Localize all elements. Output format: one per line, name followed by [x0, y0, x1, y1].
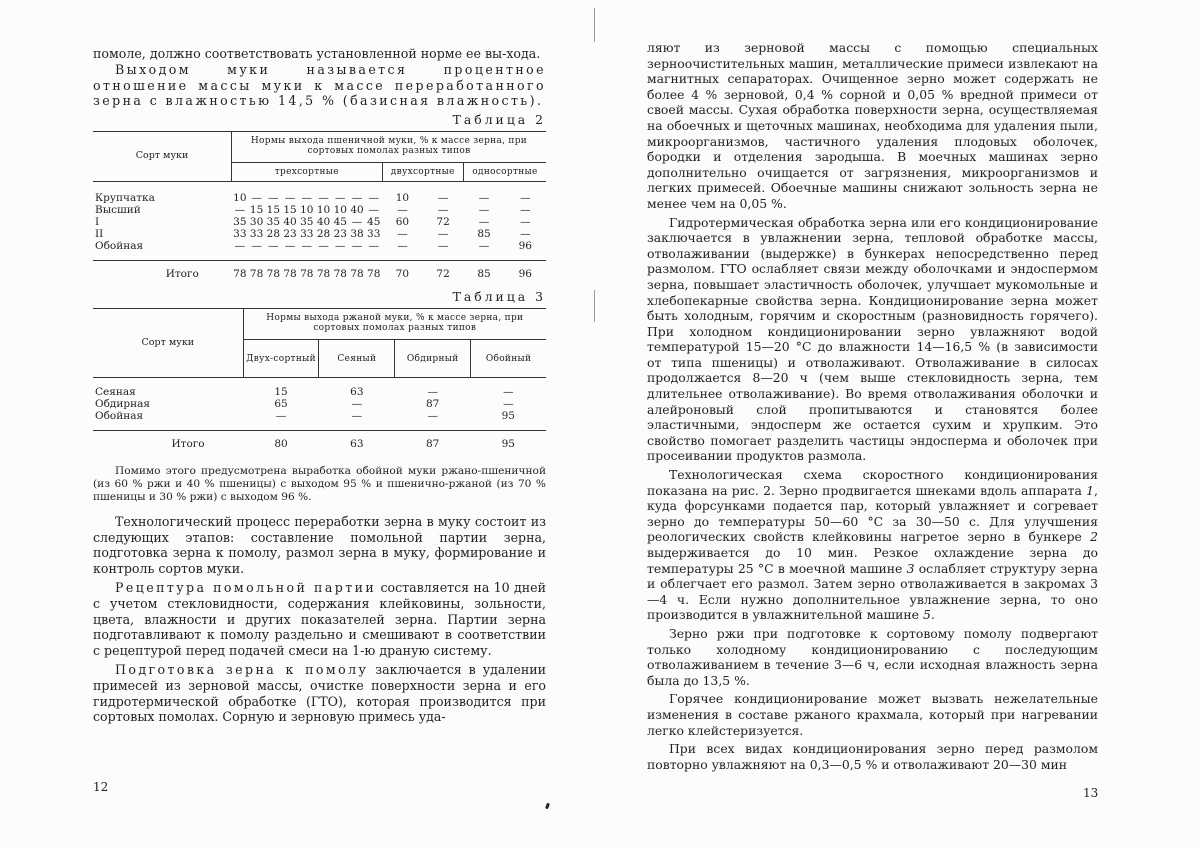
table-cell: 78 [233, 267, 247, 280]
table-cell: 33 [367, 227, 381, 240]
table-cell: 33 [249, 227, 264, 240]
figure-ref: 1 [1086, 482, 1095, 498]
table-header-norms: Нормы выхода пшеничной муки, % к массе зерна, при сортовых помолах разных типов [232, 131, 547, 162]
table-cell: 15 [266, 203, 281, 216]
table-cell: Обойная [95, 410, 144, 423]
table-cell: 40 [316, 215, 331, 228]
table-row [93, 216, 546, 228]
table-cell: II [95, 227, 104, 240]
table-cell: 78 [266, 267, 281, 280]
table-cell: Обойная [95, 239, 144, 252]
table-cell: I [95, 215, 100, 228]
gutter-line [594, 290, 595, 322]
table-cell: 23 [333, 227, 347, 240]
table-cell: — [503, 398, 514, 411]
gutter-line [594, 8, 595, 42]
paragraph: Зерно ржи при подготовке к сортовому помолу подвергают только холодному кондиционированию с последующим отволаживанием в течение 3—6 ч, если исходная влажность зерна была до 13,5 %. [647, 625, 1098, 688]
right-page [647, 40, 1098, 772]
table-cell: — [427, 386, 438, 399]
table-cell: 60 [395, 215, 410, 228]
paragraph-text: заключается в удалении примесей из зерновой массы, очистке поверхности зерна и его гидротермической обработке (ГТО), которая производится при сортовых помолах. Сорную и зерновую примесь уда- [93, 661, 547, 725]
table-row [93, 398, 546, 410]
table-cell: 96 [518, 267, 532, 280]
table-cell: — [251, 239, 262, 252]
table-cell: 78 [300, 267, 314, 280]
paragraph [93, 580, 546, 659]
table-3-caption: Таблица 3 [452, 289, 546, 305]
table-cell: 10 [300, 203, 314, 216]
table-cell: — [397, 227, 408, 240]
table-cell: 72 [436, 267, 450, 280]
table-cell: 35 [233, 215, 247, 228]
paragraph-text: , куда форсунками подается пар, который увлажняет и согревает зерно до температуры 50—60 °С за 30—50 с. Для улучшения реологических свойств клейковины нагретое зерно в бункере [647, 482, 1098, 545]
paragraph: При всех видах кондиционирования зерно перед размолом повторно увлажняют на 0,3—0,5 % и отволаживают 20—30 мин [647, 741, 1098, 772]
table-cell: Итого [165, 267, 199, 280]
table-cell: — [301, 239, 313, 252]
table-cell: 63 [350, 386, 364, 399]
table-note: Помимо этого предусмотрена выработка обойной муки ржано-пшеничной (из 60 % ржи и 40 % пшеницы) с выходом 95 % и пшенично-ржаной (из 70 % пшеницы и 30 % ржи) с выходом 96 %. [93, 464, 546, 503]
table-cell: — [478, 191, 490, 204]
table-cell: 38 [350, 227, 364, 240]
page-number-right: 13 [1083, 786, 1099, 800]
table-cell: — [520, 203, 531, 216]
table-cell: — [234, 239, 246, 252]
figure-ref: 2 [1090, 529, 1098, 545]
table-cell: 10 [233, 191, 247, 204]
table-cell: Обдирный [395, 340, 471, 378]
paragraph-text: ослабляет структуру зерна и облегчает его размол. Затем зерно отволаживается в закромах 3—4 ч. Если нужно дополнительное увлажнение зерна, то оно производится в увлажнительной машине [647, 560, 1099, 623]
table-cell: 85 [477, 267, 491, 280]
table-cell: — [437, 227, 449, 240]
paragraph-text: . [930, 607, 935, 623]
table-group-header: трехсортные [232, 162, 383, 181]
table-row [93, 204, 546, 216]
table-cell: Сеяная [95, 386, 136, 399]
table-cell: 10 [316, 203, 331, 216]
table-3 [93, 308, 546, 457]
table-cell: 78 [333, 267, 347, 280]
paragraph: ляют из зерновой массы с помощью специальных зерноочистительных машин, металлические примеси извлекают на магнитных сепараторах. Очищенное зерно может содержать не более 4 % зерновой, 0,4 % сорной и 0,05 % вредной примеси от своей массы. Сухая обработка поверхности зерна, осуществляемая на обоечных и щеточных машинах, необходима для удаления пыли, микроорганизмов, частичного удаления плодовых оболочек, бородки и отделения зародыша. В моечных машинах зерно дополнительно очищается от загрязнения, микроорганизмов и легких примесей. Обоечные машины снижают зольность зерна не менее чем на 0,05 %. [647, 40, 1098, 211]
table-cell: — [318, 239, 329, 252]
paragraph-definition: Выходом муки называется процентное отношение массы муки к массе переработанного зерна с влажностью 14,5 % (базисная влажность). [93, 61, 546, 109]
paragraph [647, 467, 1098, 623]
table-cell: — [427, 410, 438, 423]
table-cell: 10 [333, 203, 347, 216]
table-cell: — [284, 239, 296, 252]
table-cell: 15 [274, 386, 288, 399]
paragraph: помоле, должно соответствовать установленной норме ее вы-хода. [93, 46, 541, 61]
table-group-header: односортные [463, 162, 546, 181]
table-cell: 63 [350, 438, 364, 451]
table-cell: 10 [395, 191, 410, 204]
table-cell: 78 [316, 267, 331, 280]
table-cell: — [351, 398, 363, 411]
table-cell: 78 [350, 267, 364, 280]
table-cell: Высший [95, 203, 141, 216]
table-cell: 87 [426, 398, 440, 411]
table-row [93, 386, 546, 398]
table-cell: 65 [274, 398, 288, 411]
table-cell: — [351, 239, 363, 252]
table-cell: — [397, 239, 408, 252]
table-cell: 35 [300, 215, 314, 228]
table-cell: — [437, 203, 449, 216]
table-cell: — [520, 215, 531, 228]
table-cell: Двух-сортный [243, 340, 319, 378]
table-cell: Обдирная [95, 398, 150, 411]
table-2-body [93, 192, 546, 252]
table-2 [93, 131, 546, 287]
table-cell: 95 [501, 410, 515, 423]
table-cell: 33 [233, 227, 247, 240]
table-cell: — [251, 191, 262, 204]
table-cell: — [520, 191, 531, 204]
table-row [93, 192, 546, 204]
table-cell: 95 [501, 438, 515, 451]
table-cell: 33 [300, 227, 314, 240]
table-cell: 78 [283, 267, 297, 280]
table-cell: — [397, 203, 408, 216]
table-header-sort: Сорт муки [93, 131, 232, 181]
ink-spot [545, 803, 550, 810]
table-cell: — [351, 191, 363, 204]
table-cell: 30 [249, 215, 264, 228]
paragraph-text: составляется на 10 дней с учетом стекловидности, содержания клейковины, зольности, цвета, влажности и других показателей зерна. Партии зерна подготавливают к помолу раздельно и смешивают в соответствии с рецептурой перед подачей смеси на 1-ю драную систему. [93, 579, 546, 659]
table-cell: — [318, 191, 329, 204]
table-cell: 80 [274, 438, 288, 451]
term: Подготовка зерна к помолу [115, 661, 369, 677]
paragraph: Технологический процесс переработки зерна в муку состоит из следующих этапов: составление помольной партии зерна, подготовка зерна к помолу, размол зерна в муку, формирование и контроль сортов муки. [93, 513, 546, 577]
table-cell: 45 [333, 215, 347, 228]
table-cell: — [284, 191, 296, 204]
table-cell: — [503, 386, 514, 399]
table-group-header: двухсортные [382, 162, 463, 181]
table-cell: — [351, 215, 363, 228]
table-cell: 28 [266, 227, 281, 240]
table-cell: — [301, 191, 313, 204]
table-cell: 72 [436, 215, 450, 228]
table-cell: — [351, 410, 363, 423]
table-cell: — [368, 191, 379, 204]
table-header-sort: Сорт муки [93, 309, 243, 378]
paragraph-text: выдерживается до 10 мин. Резкое охлаждение зерна до температуры 25 °С в моечной машине [647, 545, 1098, 576]
table-3-body [93, 386, 546, 422]
table-total-row [93, 431, 546, 457]
table-cell: — [275, 410, 287, 423]
table-cell: 23 [283, 227, 297, 240]
table-cell: 85 [477, 227, 491, 240]
table-cell: — [478, 215, 490, 228]
table-cell: Крупчатка [95, 191, 155, 204]
table-cell: 45 [367, 215, 381, 228]
table-header-norms: Нормы выхода ржаной муки, % к массе зерна, при сортовых помолах разных типов [243, 309, 546, 340]
table-cell: Сеяный [319, 340, 395, 378]
table-cell: 28 [316, 227, 331, 240]
term: Рецептура помольной партии [115, 579, 377, 595]
table-cell: 15 [249, 203, 264, 216]
table-cell: — [478, 203, 490, 216]
figure-ref: 5 [922, 607, 931, 623]
table-row [93, 410, 546, 422]
table-cell: Обойный [471, 340, 546, 378]
table-cell: — [520, 227, 531, 240]
table-cell: 87 [426, 438, 440, 451]
table-cell: 70 [395, 267, 410, 280]
table-cell: 40 [283, 215, 297, 228]
table-cell: 96 [518, 239, 532, 252]
table-cell: — [437, 239, 449, 252]
left-page [93, 46, 546, 725]
table-cell: 78 [367, 267, 381, 280]
paragraph [93, 662, 546, 725]
table-cell: Итого [171, 438, 205, 451]
table-cell: — [268, 191, 279, 204]
table-cell: — [234, 203, 246, 216]
table-row [93, 240, 546, 252]
table-cell: 15 [283, 203, 297, 216]
table-row [93, 228, 546, 240]
figure-ref: 3 [906, 560, 915, 576]
paragraph: Горячее кондиционирование может вызвать нежелательные изменения в составе ржаного крахмала, который при нагревании легко клейстеризуется. [647, 691, 1098, 738]
paragraph: Гидротермическая обработка зерна или его кондиционирование заключается в увлажнении зерна, тепловой обработке массы, отволаживании (выдержке) в бункерах непосредственно перед размолом. ГТО ослабляет связи между оболочками и эндоспермом зерна, повышает эластичность оболочек, улучшает мукомольные и хлебопекарные свойства зерна. Кондиционирование зерна может быть холодным, горячим и скоростным (разновидность горячего). При холодном кондиционировании зерно увлажняют водой температурой 15—20 °С до влажности 14—16,5 % (в зависимости от типа пшеницы) и отволаживают. Отволаживание в силосах продолжается 8—20 ч (чем выше стекловидность зерна, тем длительнее отволаживание). Во время отволаживания оболочки и алейроновый слой пропитываются и становятся более эластичными, эндосперм же остается сухим и хрупким. Это свойство помогает разделить частицы эндосперма и оболочек при просеивании продуктов размола. [647, 214, 1098, 464]
table-cell: 40 [350, 203, 364, 216]
table-cell: — [268, 239, 279, 252]
table-2-caption: Таблица 2 [452, 112, 546, 128]
page-number-left: 12 [93, 780, 109, 794]
paragraph-text: Технологическая схема скоростного кондиционирования показана на рис. 2. Зерно продвигается шнеками вдоль аппарата [647, 467, 1098, 498]
table-cell: — [478, 239, 490, 252]
table-cell: — [335, 239, 346, 252]
table-cell: — [335, 191, 346, 204]
table-cell: — [437, 191, 449, 204]
table-cell: 35 [266, 215, 281, 228]
table-cell: — [368, 239, 379, 252]
table-cell: — [368, 203, 379, 216]
table-total-row [93, 260, 546, 286]
table-cell: 78 [249, 267, 264, 280]
